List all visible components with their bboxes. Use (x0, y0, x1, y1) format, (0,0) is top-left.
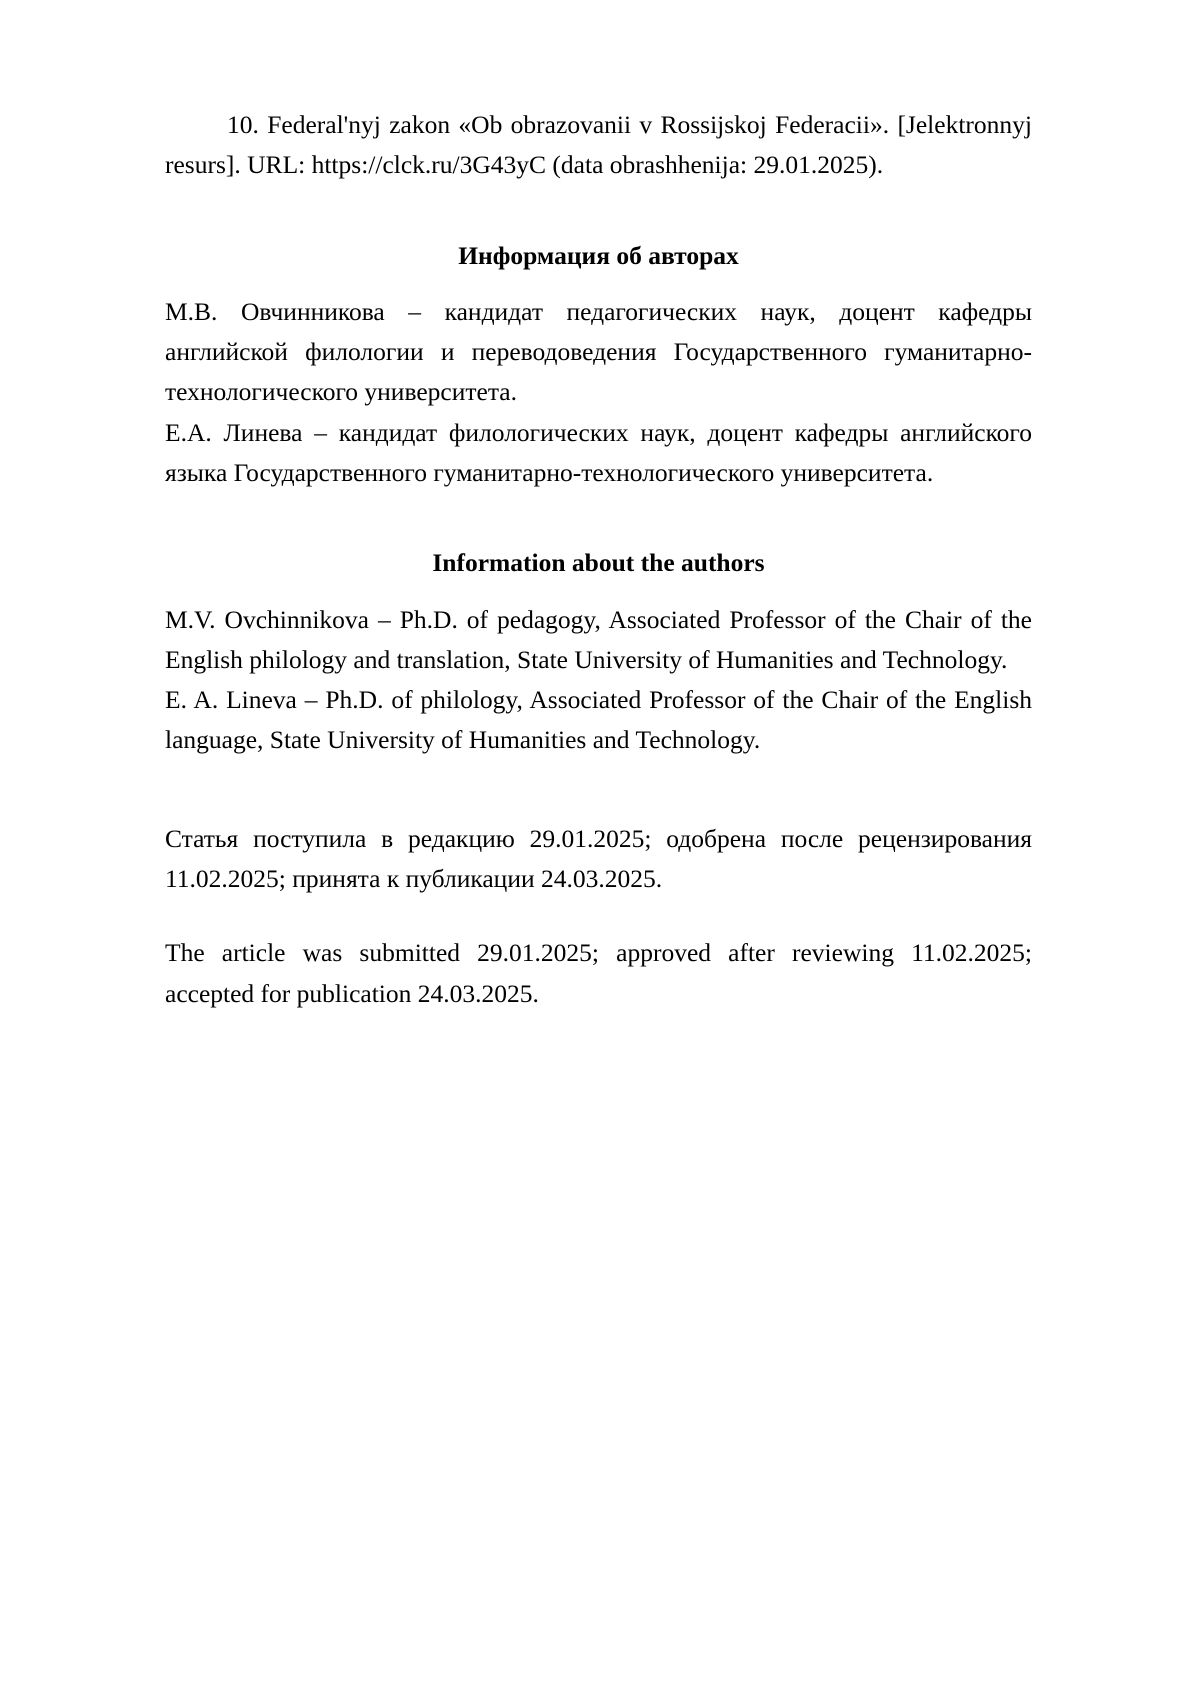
authors-en-heading: Information about the authors (432, 548, 765, 578)
spacer (165, 493, 1032, 543)
author-en-entry-2: E. A. Lineva – Ph.D. of philology, Associated Professor of the Chair of the English language, State University of Humanities and Technology. (165, 685, 1032, 755)
authors-ru-heading: Информация об авторах (458, 240, 739, 270)
spacer (165, 186, 1032, 236)
spacer (165, 584, 1032, 600)
author-en-entry-1: M.V. Ovchinnikova – Ph.D. of pedagogy, Associated Professor of the Chair of the English philology and translation, State University of Humanities and Technology. (165, 604, 1032, 674)
spacer (165, 899, 1032, 933)
submission-note-en: The article was submitted 29.01.2025; approved after reviewing 11.02.2025; accepted for publication 24.03.2025. (165, 938, 1032, 1008)
spacer (165, 276, 1032, 292)
author-ru-entry-1: М.В. Овчинникова – кандидат педагогических наук, доцент кафедры английской филологии и переводоведения Государственного гуманитарно-технологического университета. (165, 296, 1032, 407)
spacer (165, 761, 1032, 819)
author-ru-entry-2: Е.А. Линева – кандидат филологических наук, доцент кафедры английского языка Государственного гуманитарно-технологического университета. (165, 417, 1032, 487)
submission-note-ru: Статья поступила в редакцию 29.01.2025; одобрена после рецензирования 11.02.2025; принята к публикации 24.03.2025. (165, 823, 1032, 893)
reference-item: 10. Federal'nyj zakon «Ob obrazovanii v Rossijskoj Federacii». [Jelektronnyj resurs]. URL: https://clck.ru/3G43yC (data obrashhenija: 29.01.2025). (165, 110, 1032, 180)
